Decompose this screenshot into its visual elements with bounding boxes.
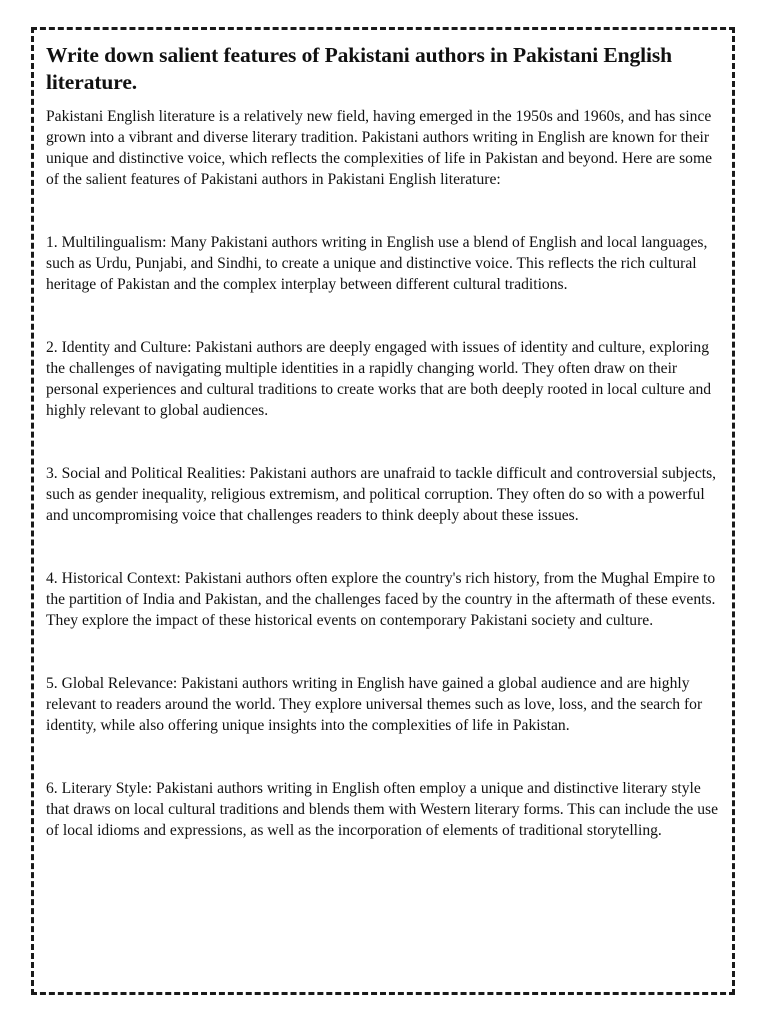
feature-identity-and-culture: 2. Identity and Culture: Pakistani authors are deeply engaged with issues of identity and culture, exploring the challenges of navigating multiple identities in a rapidly changing world. They often draw on their personal experiences and cultural traditions to create works that are both deeply rooted in local culture and highly relevant to global audiences.: [46, 339, 712, 419]
intro-paragraph: Pakistani English literature is a relatively new field, having emerged in the 1950s and 1960s, and has since grown into a vibrant and diverse literary tradition. Pakistani authors writing in English are known for their unique and distinctive voice, which reflects the complexities of life in Pakistan and beyond. Here are some of the salient features of Pakistani authors in Pakistani English literature:: [46, 108, 712, 188]
document-title: Write down salient features of Pakistani authors in Pakistani English literature.: [46, 43, 673, 94]
feature-literary-style: 6. Literary Style: Pakistani authors writing in English often employ a unique and distinctive literary style that draws on local cultural traditions and blends them with Western literary forms. This can include the use of local idioms and expressions, as well as the incorporation of elements of traditional storytelling.: [46, 780, 718, 839]
feature-global-relevance: 5. Global Relevance: Pakistani authors writing in English have gained a global audience and are highly relevant to readers around the world. They explore universal themes such as love, loss, and the search for identity, while also offering unique insights into the complexities of life in Pakistan.: [46, 675, 703, 734]
document-body: [46, 42, 722, 841]
feature-multilingualism: 1. Multilingualism: Many Pakistani authors writing in English use a blend of English and local languages, such as Urdu, Punjabi, and Sindhi, to create a unique and distinctive voice. This reflects the rich cultural heritage of Pakistan and the complex interplay between different cultural traditions.: [46, 234, 708, 293]
feature-historical-context: 4. Historical Context: Pakistani authors often explore the country's rich history, from the Mughal Empire to the partition of India and Pakistan, and the challenges faced by the country in the aftermath of these events. They explore the impact of these historical events on contemporary Pakistani society and culture.: [46, 570, 716, 629]
feature-social-and-political-realities: 3. Social and Political Realities: Pakistani authors are unafraid to tackle difficult and controversial subjects, such as gender inequality, religious extremism, and political corruption. They often do so with a powerful and uncompromising voice that challenges readers to think deeply about these issues.: [46, 465, 717, 524]
